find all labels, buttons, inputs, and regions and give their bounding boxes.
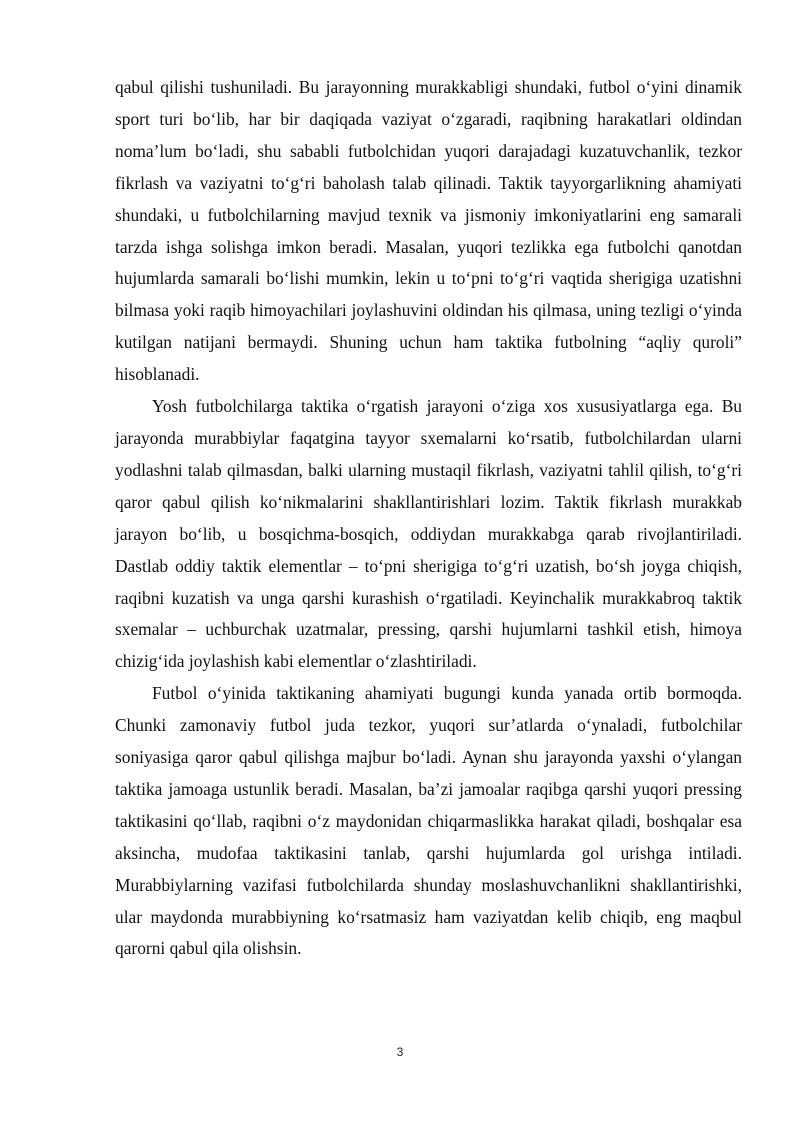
page-number: 3 — [396, 1045, 404, 1059]
paragraph-2: Yosh futbolchilarga taktika o‘rgatish jarayoni o‘ziga xos xususiyatlarga ega. Bu jarayonda murabbiylar faqatgina tayyor sxemalarni ko‘rsatib, futbolchilardan ularni yodlashni talab qilmasdan, balki ularning mustaqil fikrlash, vaziyatni tahlil qilish, to‘g‘ri qaror qabul qilish ko‘nikmalarini shakllantirishlari lozim. Taktik fikrlash murakkab jarayon bo‘lib, u bosqichma-bosqich, oddiydan murakkabga qarab rivojlantiriladi. Dastlab oddiy taktik elementlar – to‘pni sherigiga to‘g‘ri uzatish, bo‘sh joyga chiqish, raqibni kuzatish va unga qarshi kurashish o‘rgatiladi. Keyinchalik murakkabroq taktik sxemalar – uchburchak uzatmalar, pressing, qarshi hujumlarni tashkil etish, himoya chizig‘ida joylashish kabi elementlar o‘zlashtiriladi. — [115, 396, 742, 672]
body-text — [115, 72, 742, 965]
paragraph-1: qabul qilishi tushuniladi. Bu jarayonning murakkabligi shundaki, futbol o‘yini dinamik sport turi bo‘lib, har bir daqiqada vaziyat o‘zgaradi, raqibning harakatlari oldindan noma’lum bo‘ladi, shu sababli futbolchidan yuqori darajadagi kuzatuvchanlik, tezkor fikrlash va vaziyatni to‘g‘ri baholash talab qilinadi. Taktik tayyorgarlikning ahamiyati shundaki, u futbolchilarning mavjud texnik va jismoniy imkoniyatlarini eng samarali tarzda ishga solishga imkon beradi. Masalan, yuqori tezlikka ega futbolchi qanotdan hujumlarda samarali bo‘lishi mumkin, lekin u to‘pni to‘g‘ri vaqtida sherigiga uzatishni bilmasa yoki raqib himoyachilari joylashuvini oldindan his qilmasa, uning tezligi o‘yinda kutilgan natijani bermaydi. Shuning uchun ham taktika futbolning “aqliy quroli” hisoblanadi. — [115, 77, 742, 385]
paragraph-3: Futbol o‘yinida taktikaning ahamiyati bugungi kunda yanada ortib bormoqda. Chunki zamonaviy futbol juda tezkor, yuqori sur’atlarda o‘ynaladi, futbolchilar soniyasiga qaror qabul qilishga majbur bo‘ladi. Aynan shu jarayonda yaxshi o‘ylangan taktika jamoaga ustunlik beradi. Masalan, ba’zi jamoalar raqibga qarshi yuqori pressing taktikasini qo‘llab, raqibni o‘z maydonidan chiqarmaslikka harakat qiladi, boshqalar esa aksincha, mudofaa taktikasini tanlab, qarshi hujumlarda gol urishga intiladi. Murabbiylarning vazifasi futbolchilarda shunday moslashuvchanlikni shakllantirishki, ular maydonda murabbiyning ko‘rsatmasiz ham vaziyatdan kelib chiqib, eng maqbul qarorni qabul qila olishsin. — [115, 683, 742, 959]
